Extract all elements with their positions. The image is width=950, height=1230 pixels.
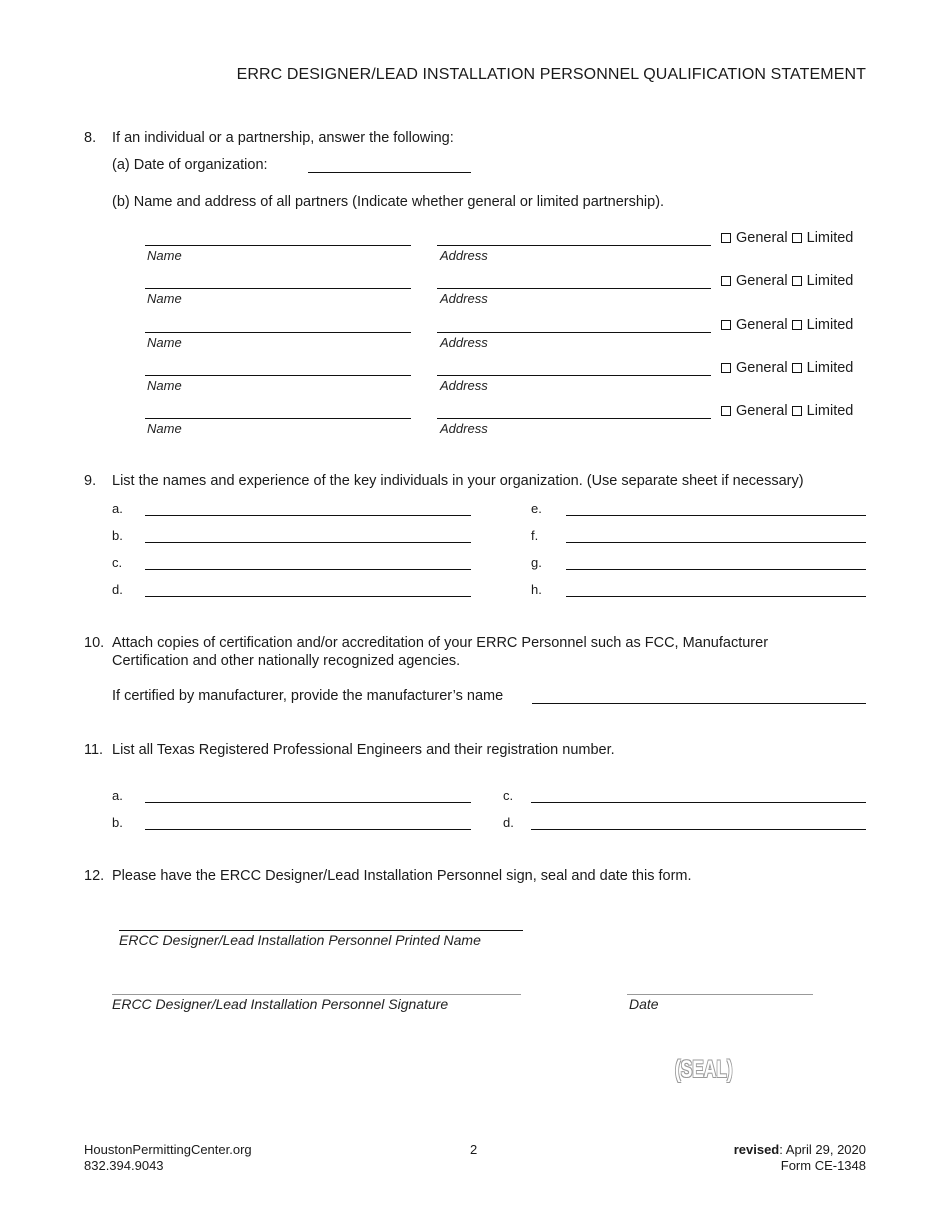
key-individual-b-field[interactable]	[145, 542, 471, 543]
general-checkbox[interactable]	[721, 233, 731, 243]
limited-label: Limited	[806, 403, 854, 419]
partner-name-field[interactable]	[145, 245, 411, 246]
limited-label: Limited	[806, 273, 854, 289]
q11-letter-c: c.	[503, 788, 514, 803]
key-individual-f-field[interactable]	[566, 542, 866, 543]
general-label: General	[736, 317, 788, 333]
date-of-organization-field[interactable]	[308, 172, 471, 173]
form-number: Form CE-1348	[780, 1158, 866, 1173]
limited-label: Limited	[806, 360, 854, 376]
page-title: ERRC DESIGNER/LEAD INSTALLATION PERSONNEL QUALIFICATION STATEMENT	[236, 66, 866, 83]
general-checkbox[interactable]	[721, 276, 731, 286]
partner-name-field[interactable]	[145, 288, 411, 289]
manufacturer-name-field[interactable]	[532, 703, 866, 704]
signature-caption: ERCC Designer/Lead Installation Personnel Signature	[112, 996, 449, 1012]
q8a-label: (a) Date of organization:	[112, 157, 268, 173]
limited-checkbox[interactable]	[792, 320, 802, 330]
key-individual-e-field[interactable]	[566, 515, 866, 516]
limited-label: Limited	[806, 230, 854, 246]
q11-number: 11.	[84, 742, 104, 758]
q8b-label: (b) Name and address of all partners (Indicate whether general or limited partnership).	[112, 194, 665, 210]
date-field[interactable]	[627, 994, 813, 995]
partner-address-field[interactable]	[437, 418, 711, 419]
limited-label: Limited	[806, 317, 854, 333]
signature-field[interactable]	[112, 994, 521, 995]
q11-prompt: List all Texas Registered Professional Engineers and their registration number.	[112, 742, 615, 758]
printed-name-caption: ERCC Designer/Lead Installation Personnel Printed Name	[119, 932, 481, 948]
q9-letter-f: f.	[531, 528, 539, 543]
q11-letter-d: d.	[503, 815, 514, 830]
q9-number: 9.	[84, 473, 97, 489]
limited-checkbox[interactable]	[792, 406, 802, 416]
partner-address-caption: Address	[440, 335, 488, 350]
q11-letter-a: a.	[112, 788, 123, 803]
q9-letter-c: c.	[112, 555, 123, 570]
general-checkbox[interactable]	[721, 406, 731, 416]
q12-prompt: Please have the ERCC Designer/Lead Installation Personnel sign, seal and date this form.	[112, 868, 692, 884]
key-individual-h-field[interactable]	[566, 596, 866, 597]
partnership-type-options	[721, 273, 853, 290]
q10-prompt-line2: Certification and other nationally recognized agencies.	[112, 653, 461, 669]
q12-number: 12.	[84, 868, 105, 884]
partnership-type-options	[721, 360, 853, 377]
revised-label: revised	[733, 1142, 780, 1157]
partner-address-caption: Address	[440, 291, 488, 306]
engineer-b-field[interactable]	[145, 829, 471, 830]
q11-letter-b: b.	[112, 815, 123, 830]
seal-placeholder: (SEAL)	[675, 1056, 733, 1083]
partner-name-caption: Name	[147, 378, 182, 393]
q8-prompt: If an individual or a partnership, answer the following:	[112, 130, 454, 146]
key-individual-c-field[interactable]	[145, 569, 471, 570]
general-checkbox[interactable]	[721, 320, 731, 330]
footer-revised	[734, 1142, 866, 1158]
partner-name-field[interactable]	[145, 375, 411, 376]
partner-address-field[interactable]	[437, 288, 711, 289]
partnership-type-options	[721, 230, 853, 247]
engineer-c-field[interactable]	[531, 802, 866, 803]
key-individual-d-field[interactable]	[145, 596, 471, 597]
key-individual-g-field[interactable]	[566, 569, 866, 570]
general-checkbox[interactable]	[721, 363, 731, 373]
general-label: General	[736, 273, 788, 289]
partner-address-field[interactable]	[437, 245, 711, 246]
q10-number: 10.	[84, 635, 105, 651]
partnership-type-options	[721, 403, 853, 420]
general-label: General	[736, 360, 788, 376]
date-caption: Date	[629, 996, 659, 1012]
engineer-d-field[interactable]	[531, 829, 866, 830]
q9-prompt: List the names and experience of the key individuals in your organization. (Use separate sheet if necessary)	[112, 473, 804, 489]
q9-letter-a: a.	[112, 501, 123, 516]
footer-website: HoustonPermittingCenter.org	[84, 1142, 252, 1157]
limited-checkbox[interactable]	[792, 276, 802, 286]
partner-address-field[interactable]	[437, 332, 711, 333]
limited-checkbox[interactable]	[792, 233, 802, 243]
footer-phone: 832.394.9043	[84, 1158, 164, 1173]
engineer-a-field[interactable]	[145, 802, 471, 803]
partner-address-field[interactable]	[437, 375, 711, 376]
partner-name-field[interactable]	[145, 418, 411, 419]
partner-address-caption: Address	[440, 248, 488, 263]
manufacturer-prompt: If certified by manufacturer, provide the manufacturer’s name	[112, 688, 504, 704]
general-label: General	[736, 403, 788, 419]
partner-name-field[interactable]	[145, 332, 411, 333]
page-number: 2	[470, 1142, 478, 1157]
q9-letter-b: b.	[112, 528, 123, 543]
q8-number: 8.	[84, 130, 97, 146]
partnership-type-options	[721, 317, 853, 334]
printed-name-field[interactable]	[119, 930, 523, 931]
q9-letter-d: d.	[112, 582, 123, 597]
key-individual-a-field[interactable]	[145, 515, 471, 516]
partner-name-caption: Name	[147, 248, 182, 263]
partner-address-caption: Address	[440, 378, 488, 393]
q9-letter-g: g.	[531, 555, 542, 570]
partner-name-caption: Name	[147, 335, 182, 350]
q9-letter-h: h.	[531, 582, 542, 597]
limited-checkbox[interactable]	[792, 363, 802, 373]
q9-letter-e: e.	[531, 501, 542, 516]
general-label: General	[736, 230, 788, 246]
revised-date: : April 29, 2020	[779, 1142, 866, 1157]
q10-prompt-line1: Attach copies of certification and/or accreditation of your ERRC Personnel such as FCC, Manufacturer	[112, 635, 769, 651]
partner-name-caption: Name	[147, 421, 182, 436]
partner-address-caption: Address	[440, 421, 488, 436]
partner-name-caption: Name	[147, 291, 182, 306]
